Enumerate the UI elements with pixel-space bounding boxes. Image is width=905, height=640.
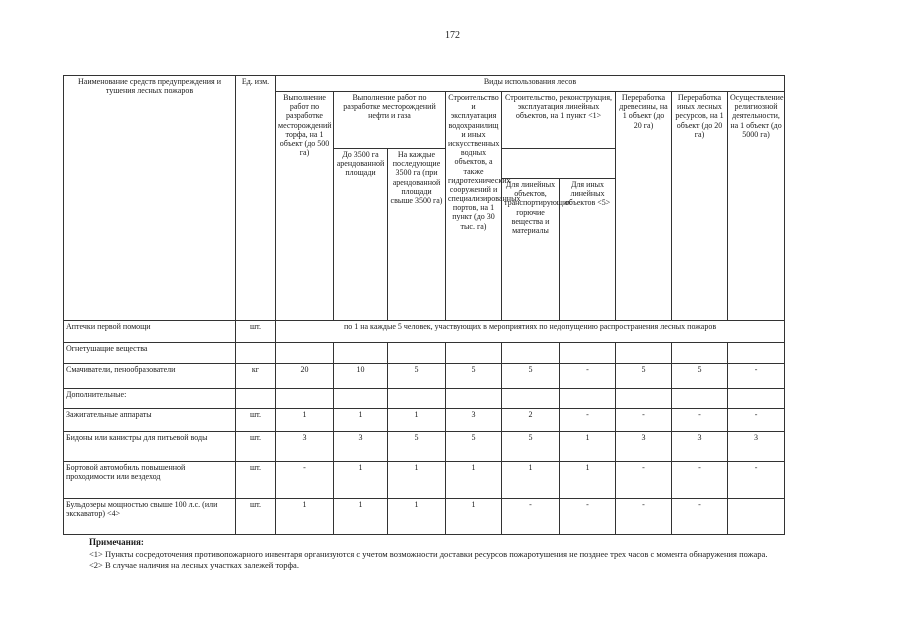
cell-value: - [672,499,728,535]
table-row [64,389,785,409]
row-name: Бульдозеры мощностью свыше 100 л.с. (или экскаватор) <4> [64,499,236,535]
cell-value: 5 [388,364,446,389]
cell-value: 1 [446,499,502,535]
row-unit: шт. [236,432,276,462]
table-row [64,364,785,389]
cell-value: - [276,462,334,499]
cell-value: 1 [502,462,560,499]
cell-value: 3 [728,432,785,462]
cell-value: 5 [672,364,728,389]
header-unit: Ед. изм. [236,76,276,321]
cell-value: 1 [388,409,446,432]
header-group: Виды использования лесов [276,76,785,92]
note-item: <1> Пункты сосредоточения противопожарного инвентаря организуются с учетом возможности доставки ресурсов пожаротушения не позднее трех часов с момента обнаружения пожара. [89,548,768,559]
row-unit: кг [236,364,276,389]
fire-equipment-table [63,75,785,535]
cell-value: - [672,409,728,432]
cell-value: 1 [334,499,388,535]
cell-value: 2 [502,409,560,432]
header-linear-a: Для линейных объектов, транспортирующих горючие вещества и материалы [502,179,560,321]
row-unit: шт. [236,409,276,432]
cell-value: 5 [502,432,560,462]
header-linear: Строительство, реконструкция, эксплуатация линейных объектов, на 1 пункт <1> [502,92,616,149]
cell-value: - [728,462,785,499]
cell-value: - [616,499,672,535]
table-row [64,462,785,499]
table-row [64,499,785,535]
row-name: Огнетушащие вещества [64,343,236,364]
cell-value: 3 [276,432,334,462]
cell-value: - [560,364,616,389]
header-name: Наименование средств предупреждения и тушения лесных пожаров [64,76,236,321]
row-unit: шт. [236,499,276,535]
cell-value: 5 [446,364,502,389]
header-water: Строительство и эксплуатация водохранилищ и иных искусственных водных объектов, а также гидротехнических сооружений и специализированных портов, на 1 пункт (до 30 тыс. га) [446,92,502,321]
header-oil-gas: Выполнение работ по разработке месторождений нефти и газа [334,92,446,149]
page-number: 172 [445,30,460,41]
cell-value: 3 [672,432,728,462]
cell-value: - [672,462,728,499]
cell-value: 5 [388,432,446,462]
cell-value: 3 [446,409,502,432]
row-name: Смачиватели, пенообразователи [64,364,236,389]
row-merged-value: по 1 на каждые 5 человек, участвующих в мероприятиях по недопущению распространения лесных пожаров [276,321,785,343]
cell-value: 1 [388,499,446,535]
cell-value: 20 [276,364,334,389]
cell-value: - [560,409,616,432]
cell-value: 3 [616,432,672,462]
row-unit: шт. [236,321,276,343]
cell-value: 1 [388,462,446,499]
header-other-resources: Переработка иных лесных ресурсов, на 1 объект (до 20 га) [672,92,728,321]
row-name: Дополнительные: [64,389,236,409]
cell-value [728,499,785,535]
notes-title: Примечания: [89,537,144,547]
row-unit: шт. [236,462,276,499]
row-name: Бидоны или канистры для питьевой воды [64,432,236,462]
cell-value: - [728,409,785,432]
note-item: <2> В случае наличия на лесных участках залежей торфа. [89,559,299,570]
cell-value: - [560,499,616,535]
cell-value: - [616,462,672,499]
cell-value: - [728,364,785,389]
cell-value: 10 [334,364,388,389]
table-row [64,343,785,364]
notes [63,537,823,571]
row-name: Бортовой автомобиль повышенной проходимости или вездеход [64,462,236,499]
header-linear-spacer [502,149,616,179]
cell-value: 1 [334,462,388,499]
cell-value: 1 [560,462,616,499]
cell-value: 5 [502,364,560,389]
header-wood: Переработка древесины, на 1 объект (до 20 га) [616,92,672,321]
row-name: Аптечки первой помощи [64,321,236,343]
table-row [64,409,785,432]
cell-value: 1 [276,409,334,432]
header-oil-gas-a: До 3500 га арендованной площади [334,149,388,321]
cell-value: 5 [446,432,502,462]
cell-value: 1 [446,462,502,499]
cell-value: 3 [334,432,388,462]
header-oil-gas-b: На каждые последующие 3500 га (при арендованной площади свыше 3500 га) [388,149,446,321]
cell-value: - [502,499,560,535]
header-religious: Осуществление религиозной деятельности, на 1 объект (до 5000 га) [728,92,785,321]
cell-value: 1 [334,409,388,432]
cell-value: 1 [560,432,616,462]
header-peat: Выполнение работ по разработке месторождений торфа, на 1 объект (до 500 га) [276,92,334,321]
table-row [64,321,785,343]
cell-value: 5 [616,364,672,389]
row-name: Зажигательные аппараты [64,409,236,432]
cell-value: - [616,409,672,432]
header-linear-b: Для иных линейных объектов <5> [560,179,616,321]
cell-value: 1 [276,499,334,535]
table-row [64,432,785,462]
